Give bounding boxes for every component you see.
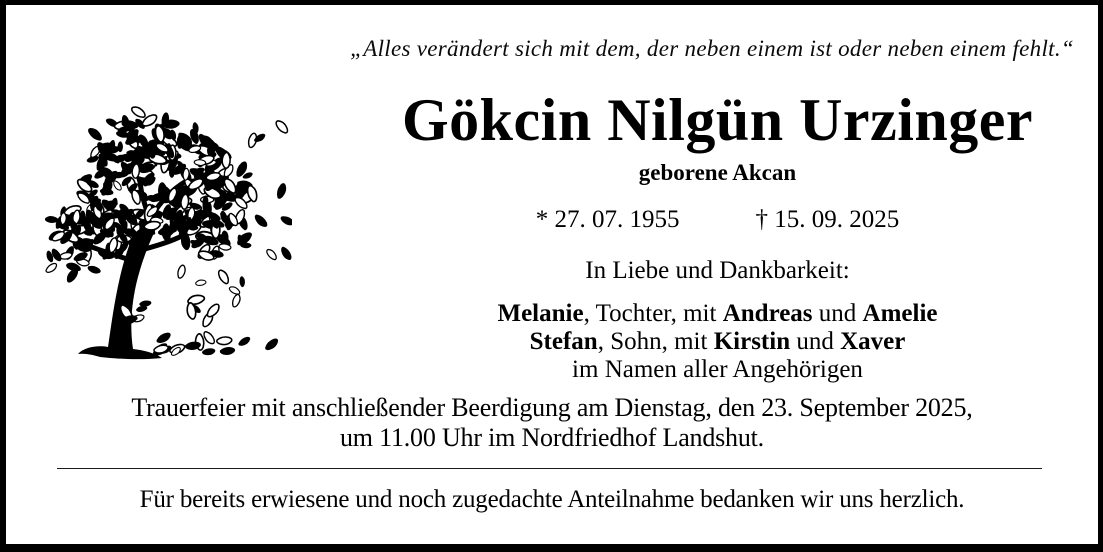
family-line-text: und (790, 328, 841, 355)
family-member-name: Amelie (862, 300, 938, 327)
funeral-info (6, 393, 1098, 453)
main-column (345, 89, 1090, 384)
family-line-text: , Tochter, mit (583, 300, 723, 327)
closing-line: Für bereits erwiesene und noch zugedachte Anteilnahme bedanken wir uns herzlich. (139, 486, 965, 513)
family-member-name: Stefan (529, 328, 598, 355)
death-date: † 15. 09. 2025 (755, 206, 900, 233)
family-block (345, 300, 1090, 384)
life-dates (345, 206, 1090, 234)
windblown-tree-illustration (36, 105, 292, 365)
divider-rule (57, 468, 1042, 469)
intro-line: In Liebe und Dankbarkeit: (585, 257, 850, 284)
family-member-name: Andreas (722, 300, 813, 327)
family-member-name: Kirstin (713, 328, 791, 355)
family-member-name: Melanie (497, 300, 584, 327)
quote-line: „Alles verändert sich mit dem, der neben einem ist oder neben einem fehlt.“ (350, 36, 1074, 61)
family-line-2 (345, 328, 1090, 356)
family-line-3: im Namen aller Angehörigen (572, 356, 863, 383)
family-line-text: und (812, 300, 863, 327)
family-member-name: Xaver (840, 328, 906, 355)
tree-icon (36, 105, 292, 365)
family-line-1 (345, 300, 1090, 328)
family-line-text: , Sohn, mit (597, 328, 714, 355)
funeral-line-1: Trauerfeier mit anschließender Beerdigung am Dienstag, den 23. September 2025, (131, 393, 973, 422)
deceased-name: Gökcin Nilgün Urzinger (401, 87, 1033, 153)
birth-date: * 27. 07. 1955 (535, 206, 680, 233)
funeral-line-2: um 11.00 Uhr im Nordfriedhof Landshut. (340, 423, 764, 452)
maiden-name: geborene Akcan (638, 160, 797, 185)
